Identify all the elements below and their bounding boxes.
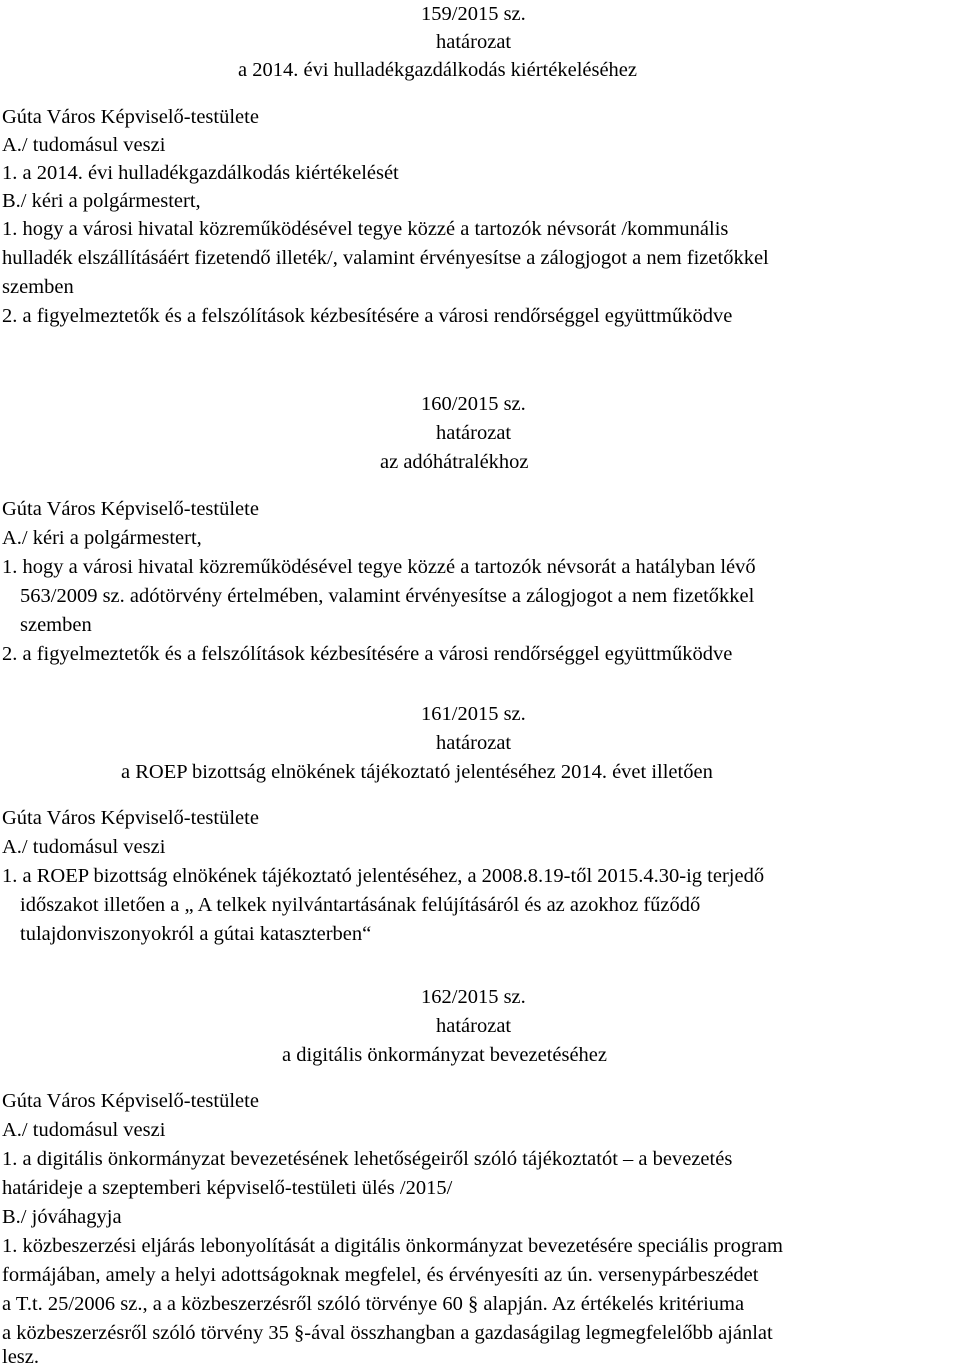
resolution-161-a-item-1-line-2: időszakot illetően a „ A telkek nyilvántartásának felújításáról és az azokhoz fűződő — [20, 894, 701, 916]
resolution-161-number: 161/2015 sz. — [421, 703, 526, 725]
resolution-162-section-a: A./ tudomásul veszi — [2, 1119, 166, 1141]
resolution-160-a-item-1-line-3: szemben — [20, 614, 92, 636]
resolution-162-subject: a digitális önkormányzat bevezetéséhez — [282, 1044, 608, 1066]
resolution-161-a-item-1-line-3: tulajdonviszonyokról a gútai kataszterben“ — [20, 923, 372, 945]
resolution-159-b-item-1-line-3: szemben — [2, 276, 74, 298]
resolution-160-section-a: A./ kéri a polgármestert, — [2, 527, 202, 549]
resolution-159-a-item-1: 1. a 2014. évi hulladékgazdálkodás kiértékelését — [2, 162, 399, 184]
resolution-162-kind: határozat — [436, 1015, 512, 1037]
resolution-161-section-a: A./ tudomásul veszi — [2, 836, 166, 858]
resolution-162-b-item-1-line-4: a közbeszerzésről szóló törvény 35 §-ával összhangban a gazdaságilag legmegfelelőbb ajánlat — [2, 1322, 773, 1344]
resolution-162-section-b: B./ jóváhagyja — [2, 1206, 122, 1228]
resolution-162-a-item-1-line-1: 1. a digitális önkormányzat bevezetésének lehetőségeiről szóló tájékoztatót – a bevezetés — [2, 1148, 733, 1170]
resolution-162-number: 162/2015 sz. — [421, 986, 526, 1008]
resolution-159-b-item-1-line-2: hulladék elszállításáért fizetendő illeték/, valamint érvényesítse a zálogjogot a nem fizetőkkel — [2, 247, 769, 269]
resolution-162-a-item-1-line-2: határideje a szeptemberi képviselő-testületi ülés /2015/ — [2, 1177, 453, 1199]
resolution-160-kind: határozat — [436, 422, 512, 444]
resolution-162-b-item-1-line-2: formájában, amely a helyi adottságoknak megfelel, és érvényesíti az ún. versenypárbeszédet — [2, 1264, 759, 1286]
resolution-162-b-item-1-line-5: lesz. — [2, 1346, 39, 1368]
resolution-159-kind: határozat — [436, 31, 512, 53]
resolution-160-a-item-1-line-2: 563/2009 sz. adótörvény értelmében, valamint érvényesítse a zálogjogot a nem fizetőkkel — [20, 585, 755, 607]
resolution-160-subject: az adóhátralékhoz — [380, 451, 529, 473]
resolution-159-section-a: A./ tudomásul veszi — [2, 134, 166, 156]
resolution-159-section-b: B./ kéri a polgármestert, — [2, 190, 201, 212]
resolution-159-b-item-1-line-1: 1. hogy a városi hivatal közreműködésével tegye közzé a tartozók névsorát /kommunális — [2, 218, 729, 240]
resolution-161-a-item-1-line-1: 1. a ROEP bizottság elnökének tájékoztató jelentéséhez, a 2008.8.19-től 2015.4.30-ig terjedő — [2, 865, 765, 887]
resolution-159-b-item-2: 2. a figyelmeztetők és a felszólítások kézbesítésére a városi rendőrséggel együttműködve — [2, 305, 733, 327]
resolution-160-a-item-1-line-1: 1. hogy a városi hivatal közreműködésével tegye közzé a tartozók névsorát a hatályban lévő — [2, 556, 756, 578]
resolution-162-b-item-1-line-1: 1. közbeszerzési eljárás lebonyolítását a digitális önkormányzat bevezetésére speciális program — [2, 1235, 783, 1257]
resolution-159-subject: a 2014. évi hulladékgazdálkodás kiértékeléséhez — [238, 59, 638, 81]
resolution-160-body: Gúta Város Képviselő-testülete — [2, 498, 259, 520]
resolution-161-subject: a ROEP bizottság elnökének tájékoztató jelentéséhez 2014. évet illetően — [121, 761, 713, 783]
resolution-159-body: Gúta Város Képviselő-testülete — [2, 106, 259, 128]
resolution-161-kind: határozat — [436, 732, 512, 754]
resolution-160-a-item-2: 2. a figyelmeztetők és a felszólítások kézbesítésére a városi rendőrséggel együttműködve — [2, 643, 733, 665]
resolution-162-b-item-1-line-3: a T.t. 25/2006 sz., a a közbeszerzésről szóló törvénye 60 § alapján. Az értékelés kritériuma — [2, 1293, 745, 1315]
resolution-162-body: Gúta Város Képviselő-testülete — [2, 1090, 259, 1112]
resolution-159-number: 159/2015 sz. — [421, 3, 526, 25]
resolution-161-body: Gúta Város Képviselő-testülete — [2, 807, 259, 829]
resolution-160-number: 160/2015 sz. — [421, 393, 526, 415]
